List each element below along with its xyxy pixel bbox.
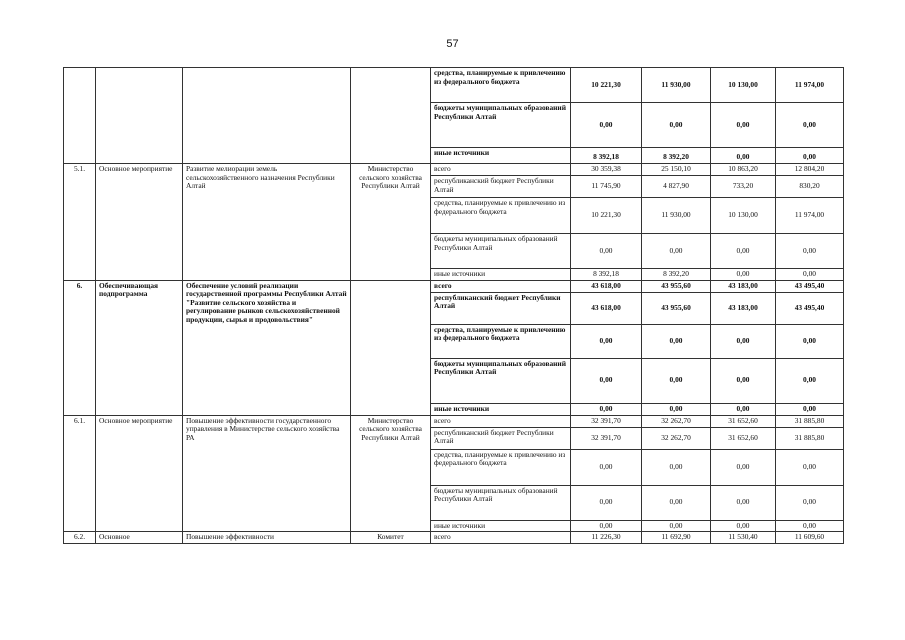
table-row [64,532,844,544]
item-number-cell: 6.2. [64,532,96,544]
table-row [64,68,844,103]
funding-source-cell: республиканский бюджет Республики Алтай [431,176,571,198]
funding-source-cell: всего [431,280,571,292]
amount-cell: 11 930,00 [642,68,711,103]
amount-cell: 10 130,00 [711,198,776,234]
amount-cell: 0,00 [776,449,844,485]
executor-cell: Министерство сельского хозяйства Республики Алтай [351,415,431,532]
amount-cell: 0,00 [711,234,776,269]
amount-cell: 32 262,70 [642,427,711,449]
amount-cell: 10 130,00 [711,68,776,103]
amount-cell: 0,00 [642,324,711,358]
amount-cell: 10 863,20 [711,164,776,176]
amount-cell: 31 652,60 [711,415,776,427]
funding-source-cell: бюджеты муниципальных образований Республики Алтай [431,485,571,520]
amount-cell: 11 692,90 [642,532,711,544]
item-type-cell [96,68,183,164]
amount-cell: 0,00 [776,520,844,532]
amount-cell: 0,00 [711,403,776,415]
amount-cell: 11 226,30 [571,532,642,544]
amount-cell: 0,00 [711,324,776,358]
amount-cell: 31 885,80 [776,427,844,449]
funding-source-cell: средства, планируемые к привлечению из федерального бюджета [431,449,571,485]
amount-cell: 10 221,30 [571,68,642,103]
funding-source-cell: бюджеты муниципальных образований Республики Алтай [431,358,571,403]
amount-cell: 8 392,18 [571,148,642,164]
amount-cell: 0,00 [776,324,844,358]
amount-cell: 11 974,00 [776,68,844,103]
amount-cell: 43 183,00 [711,292,776,324]
page-number: 57 [446,38,459,50]
amount-cell: 0,00 [711,520,776,532]
amount-cell: 0,00 [776,234,844,269]
item-number-cell [64,68,96,164]
table-row [64,280,844,292]
amount-cell: 0,00 [711,449,776,485]
amount-cell: 0,00 [642,485,711,520]
amount-cell: 11 530,40 [711,532,776,544]
amount-cell: 11 609,60 [776,532,844,544]
amount-cell: 31 652,60 [711,427,776,449]
amount-cell: 0,00 [642,520,711,532]
executor-cell: Комитет [351,532,431,544]
amount-cell: 43 618,00 [571,292,642,324]
amount-cell: 11 745,90 [571,176,642,198]
funding-source-cell: всего [431,164,571,176]
executor-cell: Министерство сельского хозяйства Республики Алтай [351,164,431,281]
funding-source-cell: средства, планируемые к привлечению из федерального бюджета [431,324,571,358]
amount-cell: 0,00 [571,520,642,532]
amount-cell: 43 955,60 [642,280,711,292]
amount-cell: 0,00 [711,103,776,148]
funding-source-cell: всего [431,415,571,427]
amount-cell: 0,00 [642,403,711,415]
item-name-cell: Развитие мелиорации земель сельскохозяйственного назначения Республики Алтай [183,164,351,281]
amount-cell: 0,00 [776,485,844,520]
amount-cell: 30 359,38 [571,164,642,176]
amount-cell: 43 495,40 [776,292,844,324]
item-name-cell: Повышение эффективности государственного управления в Министерстве сельского хозяйства РА [183,415,351,532]
funding-source-cell: иные источники [431,520,571,532]
amount-cell: 43 183,00 [711,280,776,292]
amount-cell: 830,20 [776,176,844,198]
amount-cell: 8 392,20 [642,148,711,164]
amount-cell: 0,00 [776,103,844,148]
table-row [64,164,844,176]
amount-cell: 0,00 [571,449,642,485]
funding-source-cell: иные источники [431,403,571,415]
funding-source-cell: республиканский бюджет Республики Алтай [431,427,571,449]
funding-source-cell: бюджеты муниципальных образований Республики Алтай [431,234,571,269]
amount-cell: 0,00 [776,403,844,415]
amount-cell: 0,00 [711,358,776,403]
table-row [64,415,844,427]
item-name-cell: Повышение эффективности [183,532,351,544]
amount-cell: 0,00 [571,485,642,520]
item-type-cell: Основное мероприятие [96,415,183,532]
amount-cell: 8 392,18 [571,269,642,281]
amount-cell: 0,00 [642,358,711,403]
amount-cell: 8 392,20 [642,269,711,281]
funding-source-cell: республиканский бюджет Республики Алтай [431,292,571,324]
amount-cell: 0,00 [642,234,711,269]
funding-source-cell: иные источники [431,148,571,164]
budget-table [63,67,844,544]
amount-cell: 0,00 [571,403,642,415]
amount-cell: 43 955,60 [642,292,711,324]
funding-source-cell: всего [431,532,571,544]
funding-source-cell: средства, планируемые к привлечению из федерального бюджета [431,198,571,234]
amount-cell: 0,00 [776,148,844,164]
amount-cell: 10 221,30 [571,198,642,234]
item-type-cell: Обеспечивающая подпрограмма [96,280,183,415]
budget-table-body [64,68,844,544]
amount-cell: 32 391,70 [571,415,642,427]
amount-cell: 43 618,00 [571,280,642,292]
amount-cell: 43 495,40 [776,280,844,292]
amount-cell: 0,00 [711,148,776,164]
amount-cell: 4 827,90 [642,176,711,198]
item-type-cell: Основное [96,532,183,544]
amount-cell: 11 974,00 [776,198,844,234]
item-type-cell: Основное мероприятие [96,164,183,281]
executor-cell [351,68,431,164]
amount-cell: 0,00 [571,324,642,358]
item-number-cell: 5.1. [64,164,96,281]
amount-cell: 32 391,70 [571,427,642,449]
funding-source-cell: средства, планируемые к привлечению из федерального бюджета [431,68,571,103]
amount-cell: 12 804,20 [776,164,844,176]
amount-cell: 0,00 [642,449,711,485]
amount-cell: 0,00 [571,234,642,269]
amount-cell: 32 262,70 [642,415,711,427]
amount-cell: 25 150,10 [642,164,711,176]
funding-source-cell: бюджеты муниципальных образований Республики Алтай [431,103,571,148]
amount-cell: 31 885,80 [776,415,844,427]
amount-cell: 0,00 [642,103,711,148]
amount-cell: 0,00 [776,358,844,403]
amount-cell: 0,00 [571,358,642,403]
amount-cell: 0,00 [711,269,776,281]
item-name-cell: Обеспечение условий реализации государственной программы Республики Алтай "Развитие сельского хозяйства и регулирование рынков сельскохозяйственной продукции, сырья и продовольствия" [183,280,351,415]
amount-cell: 0,00 [571,103,642,148]
amount-cell: 11 930,00 [642,198,711,234]
item-name-cell [183,68,351,164]
amount-cell: 0,00 [711,485,776,520]
amount-cell: 0,00 [776,269,844,281]
item-number-cell: 6.1. [64,415,96,532]
item-number-cell: 6. [64,280,96,415]
funding-source-cell: иные источники [431,269,571,281]
amount-cell: 733,20 [711,176,776,198]
executor-cell [351,280,431,415]
